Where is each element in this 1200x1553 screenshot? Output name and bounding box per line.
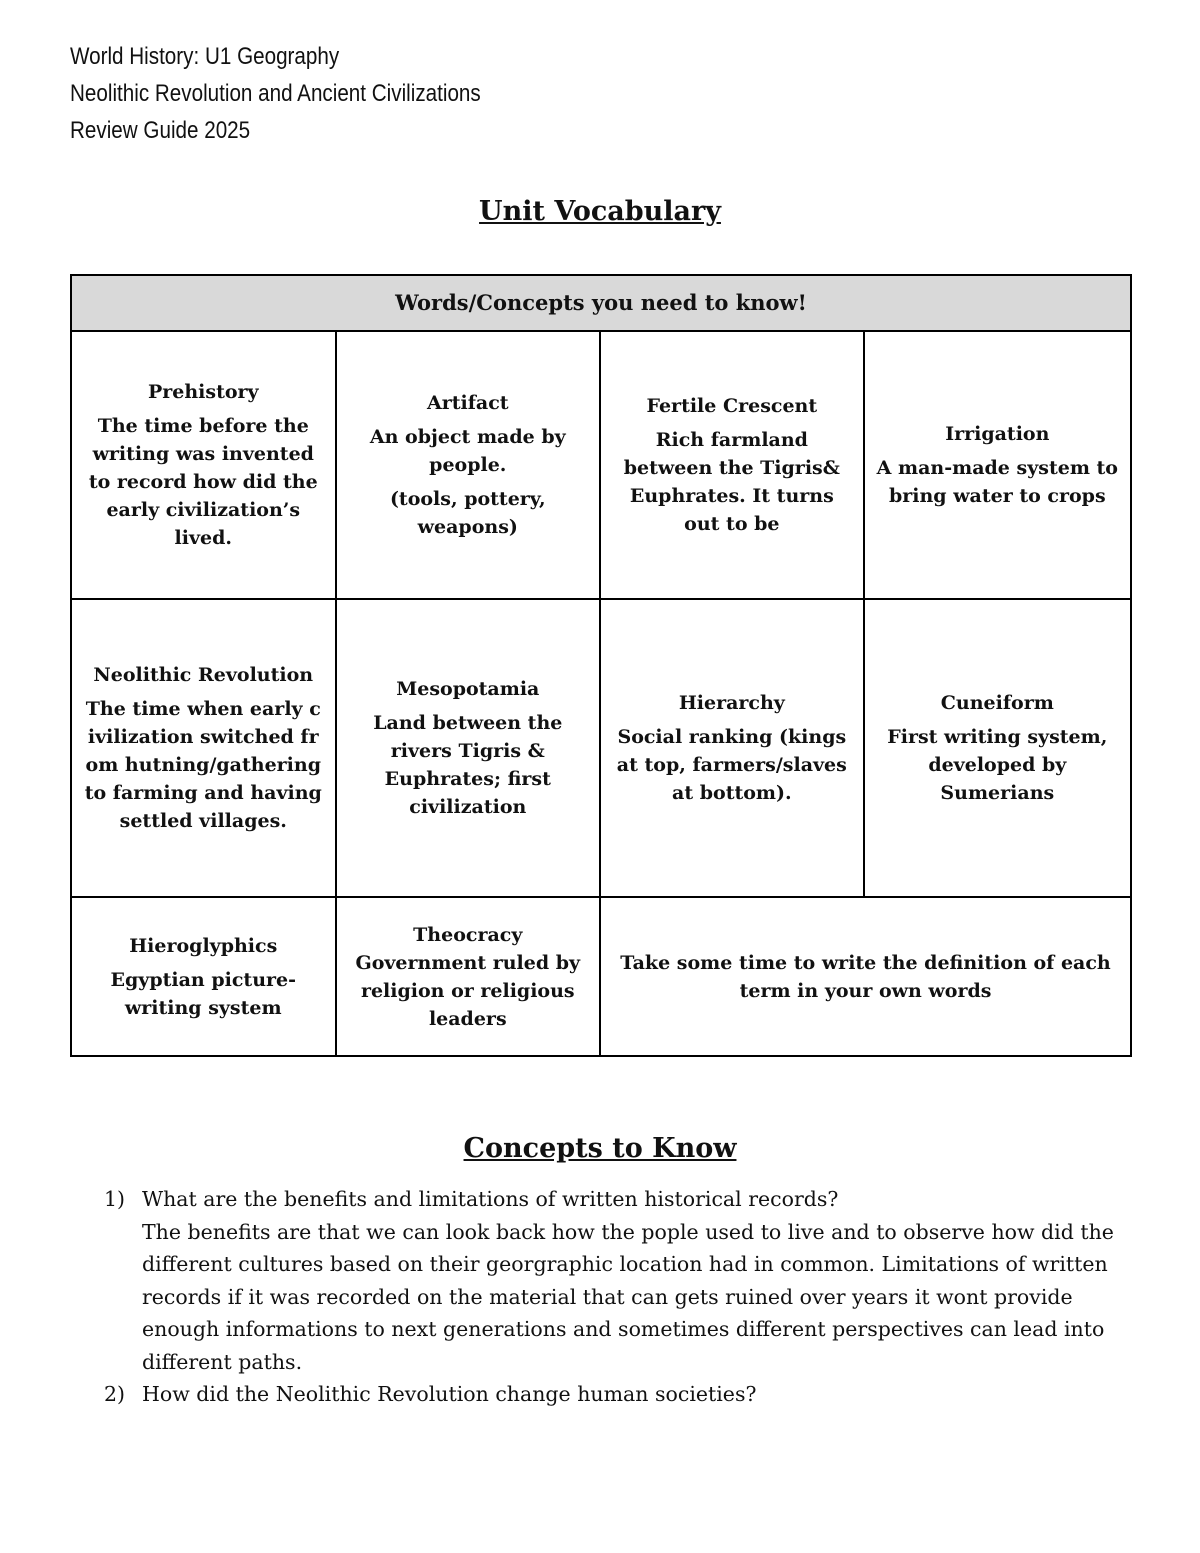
guide-label: Review Guide 2025 <box>70 117 251 144</box>
unit-subtitle: Neolithic Revolution and Ancient Civilizations <box>70 80 481 107</box>
vocab-term: Fertile Crescent <box>646 395 818 417</box>
vocab-cell <box>864 331 1131 599</box>
vocab-definition: Social ranking (kings at top, farmers/slaves at bottom). <box>616 726 847 804</box>
course-title: World History: U1 Geography <box>70 43 340 70</box>
vocab-definition: The time before the writing was invented to record how did the early civilization’s lived. <box>88 415 318 549</box>
concept-answer: The benefits are that we can look back how the pople used to live and to observe how did the different cultures based on their georgraphic location had in common. Limitations of written records if it was recorded on the material that can gets ruined over years it wont provide enough informations to next generations and sometimes different perspectives can lead into different paths. <box>142 1219 1114 1374</box>
concepts-heading: Concepts to Know <box>463 1133 737 1164</box>
vocab-definition: Rich farmland between the Tigris& Euphrates. It turns out to be <box>623 429 840 535</box>
concept-question: How did the Neolithic Revolution change human societies? <box>142 1382 757 1406</box>
vocab-term: Prehistory <box>147 381 259 403</box>
vocab-term: Neolithic Revolution <box>93 664 314 686</box>
concepts-list <box>104 1183 1134 1411</box>
vocab-definition: The time when early civilization switched from hutning/gathering to farming and having settled villages. <box>84 698 322 832</box>
vocabulary-table-header: Words/Concepts you need to know! <box>71 275 1131 331</box>
vocab-cell <box>71 897 336 1056</box>
item-number: 1) <box>104 1187 126 1211</box>
list-item <box>104 1378 1134 1411</box>
vocab-term: Artifact <box>427 392 509 414</box>
vocab-cell <box>864 599 1131 897</box>
vocab-definition: First writing system, developed by Sumerians <box>887 726 1108 804</box>
vocab-cell <box>336 331 601 599</box>
vocab-term: Mesopotamia <box>396 678 540 700</box>
vocab-term: Hierarchy <box>678 692 785 714</box>
table-row <box>71 331 1131 599</box>
document-header <box>70 38 481 149</box>
table-row <box>71 599 1131 897</box>
vocab-definition: An object made by people. <box>369 426 566 476</box>
vocab-cell <box>71 331 336 599</box>
vocab-definition: Egyptian picture-writing system <box>110 968 296 1019</box>
vocab-cell <box>71 599 336 897</box>
table-row <box>71 897 1131 1056</box>
vocab-term: Theocracy <box>413 923 523 946</box>
vocab-term: Hieroglyphics <box>129 934 278 957</box>
instruction-cell <box>600 897 1131 1056</box>
vocab-definition: Land between the rivers Tigris & Euphrates; first civilization <box>373 712 563 818</box>
vocab-cell <box>336 599 601 897</box>
item-number: 2) <box>104 1382 126 1406</box>
vocab-cell <box>600 599 864 897</box>
vocab-cell <box>600 331 864 599</box>
vocab-term: Cuneiform <box>940 692 1054 714</box>
list-item <box>104 1183 1134 1378</box>
concept-question: What are the benefits and limitations of written historical records? <box>142 1187 839 1211</box>
instruction-text: Take some time to write the definition of each term in your own words <box>620 951 1111 1002</box>
unit-vocabulary-heading: Unit Vocabulary <box>479 196 721 227</box>
vocab-term: Irrigation <box>945 423 1050 445</box>
vocabulary-table <box>70 274 1132 1057</box>
vocab-definition: A man-made system to bring water to crops <box>876 457 1118 507</box>
vocab-cell <box>336 897 601 1056</box>
vocab-definition: Government ruled by religion or religious leaders <box>355 951 581 1030</box>
vocab-examples: (tools, pottery, weapons) <box>389 488 546 538</box>
